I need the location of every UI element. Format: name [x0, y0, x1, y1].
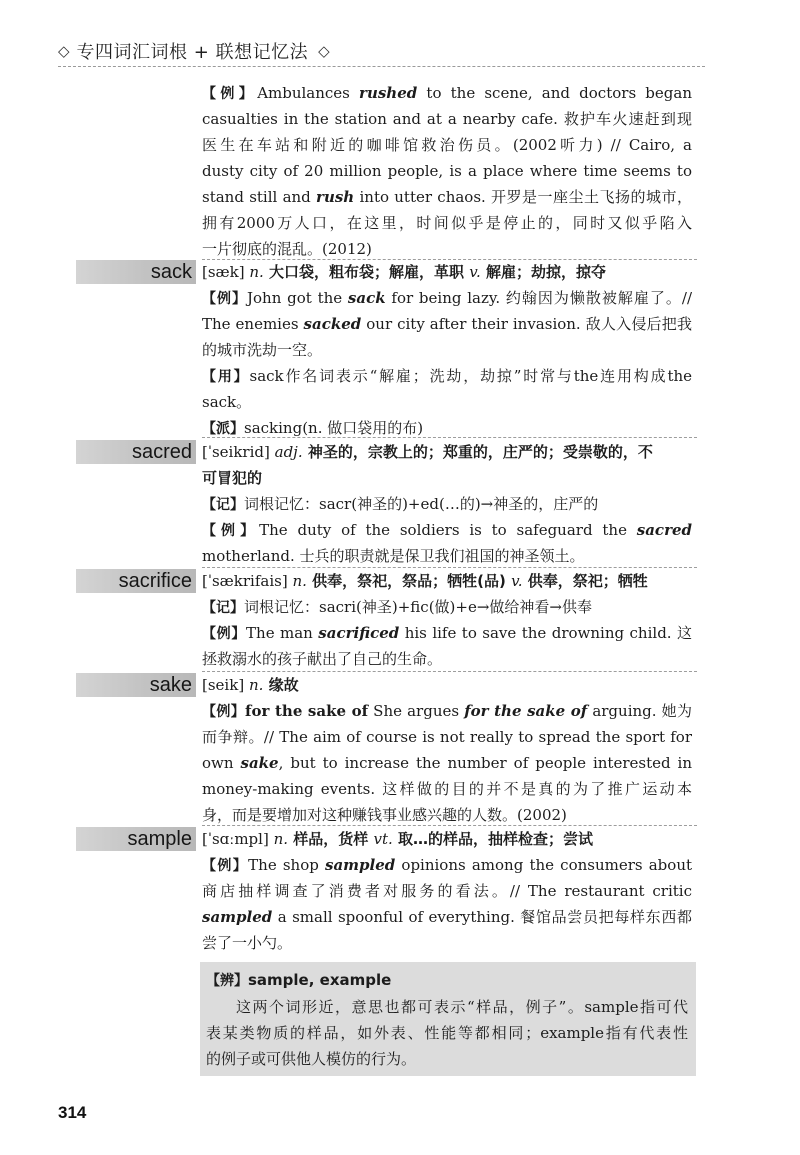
headword-sake: sake — [76, 673, 196, 697]
entry-sack: [sæk] n. 大口袋，粗布袋；解雇，革职 v. 解雇；劫掠，掠夺 【例】John got the sack for being lazy. 约翰因为懒散被解雇了。// The enemies sacked our city after their invasion. 敌人入侵后把我 的城市洗劫一空。 【用】sack作名词表示“解雇；洗劫，劫掠”时常与the连用构成the sack。 【派】sacking(n. 做口袋用的布) — [202, 263, 692, 437]
entry-sake: [seik] n. 缘故 【例】for the sake of She argues for the sake of arguing. 她为 而争辩。// The aim of course is not really to spread the sport for own sake, but to increase the number of people interested in money-making events. 这样做的目的并不是真的为了推广运动本 身，而是要增加对这种赚钱事业感兴趣的人数。(2002) — [202, 676, 692, 824]
running-header — [58, 38, 330, 64]
diamond-icon: ◇ — [58, 42, 70, 60]
note-body: 这两个词形近，意思也都可表示“样品，例子”。sample指可代 表某类物质的样品，如外表、性能等都相同；example指有代表性 的例子或可供他人模仿的行为。 — [206, 998, 688, 1068]
distinction-note — [200, 962, 696, 1076]
note-title: sample, example — [248, 971, 392, 989]
page-number: 314 — [58, 1103, 87, 1122]
entry-sacred: [ˈseikrid] adj. 神圣的，宗教上的；郑重的，庄严的；受崇敬的，不 可冒犯的 【记】词根记忆：sacr(神圣的)+ed(…的)→神圣的，庄严的 【例】The duty of the soldiers is to safeguard the sacred motherland. 士兵的职责就是保卫我们祖国的神圣领土。 — [202, 443, 692, 565]
entry-sacrifice: [ˈsækrifais] n. 供奉，祭祀，祭品；牺牲(品) v. 供奉，祭祀；牺牲 【记】词根记忆：sacri(神圣)+fic(做)+e→做给神看→供奉 【例】The man sacrificed his life to save the drowning child. 这 拯救溺水的孩子献出了自己的生命。 — [202, 572, 692, 668]
entry-divider — [202, 437, 697, 438]
header-divider — [58, 66, 705, 67]
headword-sacred: sacred — [76, 440, 196, 464]
header-title: 专四词汇词根 + 联想记忆法 — [76, 42, 309, 63]
headword-sacrifice: sacrifice — [76, 569, 196, 593]
entry-sample: [ˈsɑːmpl] n. 样品，货样 vt. 取…的样品，抽样检查；尝试 【例】The shop sampled opinions among the consumers about 商店抽样调查了消费者对服务的看法。// The restaurant critic sampled a small spoonful of everything. 餐馆品尝员把每样东西都 尝了一小勺。 — [202, 830, 692, 952]
headword-sack: sack — [76, 260, 196, 284]
note-tag: 【辨】 — [206, 973, 248, 989]
continued-example: 【例】Ambulances rushed to the scene, and doctors began casualties in the station and at a nearby cafe. 救护车火速赶到现 医生在车站和附近的咖啡馆救治伤员。(2002听力) // Cairo, a dusty city of 20 million people, is a place where time seems to stand still and rush into utter chaos. 开罗是一座尘土飞扬的城市， 拥有2000万人口，在这里，时间似乎是停止的，同时又似乎陷入 一片彻底的混乱。(2012) — [202, 84, 692, 258]
headword-sample: sample — [76, 827, 196, 851]
diamond-icon: ◇ — [318, 42, 330, 60]
